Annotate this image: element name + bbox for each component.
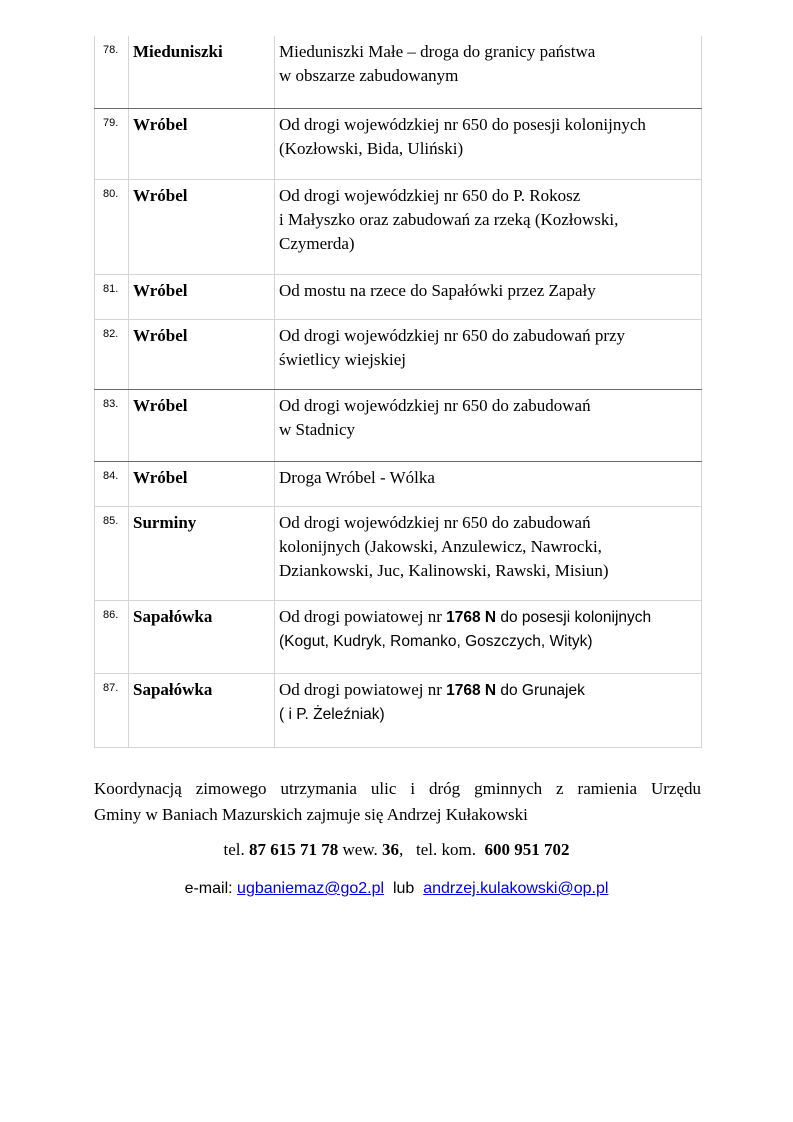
row-number: 81. bbox=[103, 282, 119, 295]
road-description: Od drogi powiatowej nr 1768 N do posesji kolonijnych (Kogut, Kudryk, Romanko, Goszczych, Wityk) bbox=[279, 606, 652, 650]
road-description: Mieduniszki Małe – droga do granicy państwa w obszarze zabudowanym bbox=[279, 42, 596, 85]
row-number: 78. bbox=[103, 44, 119, 56]
place-name: Wróbel bbox=[133, 280, 188, 300]
road-description: Od drogi powiatowej nr 1768 N do Grunajek ( i P. Żeleźniak) bbox=[279, 679, 585, 723]
road-number: 1768 N bbox=[446, 681, 497, 699]
road-description: Od drogi wojewódzkiej nr 650 do posesji kolonijnych (Kozłowski, Bida, Uliński) bbox=[279, 114, 646, 158]
place-name: Wróbel bbox=[133, 325, 188, 345]
table-row bbox=[95, 36, 702, 108]
email-link-office[interactable]: ugbaniemaz@go2.pl bbox=[237, 880, 385, 897]
road-description: Od drogi wojewódzkiej nr 650 do zabudowań kolonijnych (Jakowski, Anzulewicz, Nawrocki, Dziankowski, Juc, Kalinowski, Rawski, Misiun) bbox=[279, 512, 609, 580]
road-description: Od drogi wojewódzkiej nr 650 do zabudowań w Stadnicy bbox=[279, 395, 591, 439]
roads-table bbox=[94, 36, 702, 748]
road-description: Od drogi wojewódzkiej nr 650 do zabudowań przy świetlicy wiejskiej bbox=[279, 325, 626, 369]
mobile-number: 600 951 702 bbox=[484, 840, 570, 859]
row-number: 84. bbox=[103, 469, 119, 482]
email-link-personal[interactable]: andrzej.kulakowski@op.pl bbox=[423, 880, 609, 897]
place-name: Sapałówka bbox=[133, 679, 213, 699]
table-row bbox=[95, 108, 702, 179]
row-number: 86. bbox=[103, 608, 119, 621]
row-number: 85. bbox=[103, 514, 119, 527]
table-row bbox=[95, 600, 702, 673]
place-name: Wróbel bbox=[133, 114, 188, 134]
table-row bbox=[95, 319, 702, 389]
row-number: 83. bbox=[103, 397, 119, 410]
table-row bbox=[95, 389, 702, 461]
row-number: 80. bbox=[103, 187, 119, 200]
road-number: 1768 N bbox=[446, 608, 497, 626]
place-name: Surminy bbox=[133, 512, 197, 532]
coordination-paragraph: Koordynacją zimowego utrzymania ulic i dróg gminnych z ramienia Urzędu Gminy w Baniach Mazurskich zajmuje się Andrzej Kułakowski bbox=[94, 779, 701, 824]
place-name: Mieduniszki bbox=[133, 42, 223, 61]
table-row bbox=[95, 461, 702, 506]
extension-number: 36 bbox=[382, 840, 400, 859]
email-line: e-mail: ugbaniemaz@go2.pl lub andrzej.kulakowski@op.pl bbox=[184, 880, 609, 897]
road-description: Droga Wróbel - Wólka bbox=[279, 467, 435, 487]
row-number: 82. bbox=[103, 327, 119, 340]
place-name: Wróbel bbox=[133, 467, 188, 487]
place-name: Sapałówka bbox=[133, 606, 213, 626]
place-name: Wróbel bbox=[133, 395, 188, 415]
road-description: Od drogi wojewódzkiej nr 650 do P. Rokosz i Małyszko oraz zabudowań za rzeką (Kozłowski, Czymerda) bbox=[279, 185, 619, 253]
road-description: Od mostu na rzece do Sapałówki przez Zapały bbox=[279, 280, 596, 300]
phone-line: tel. 87 615 71 78 wew. 36, tel. kom. 600 951 702 bbox=[223, 840, 570, 859]
table-row bbox=[95, 274, 702, 319]
table-row bbox=[95, 673, 702, 747]
phone-number: 87 615 71 78 bbox=[249, 840, 339, 859]
row-number: 87. bbox=[103, 681, 119, 694]
place-name: Wróbel bbox=[133, 185, 188, 205]
row-number: 79. bbox=[103, 116, 119, 129]
table-row bbox=[95, 506, 702, 600]
table-row bbox=[95, 179, 702, 274]
